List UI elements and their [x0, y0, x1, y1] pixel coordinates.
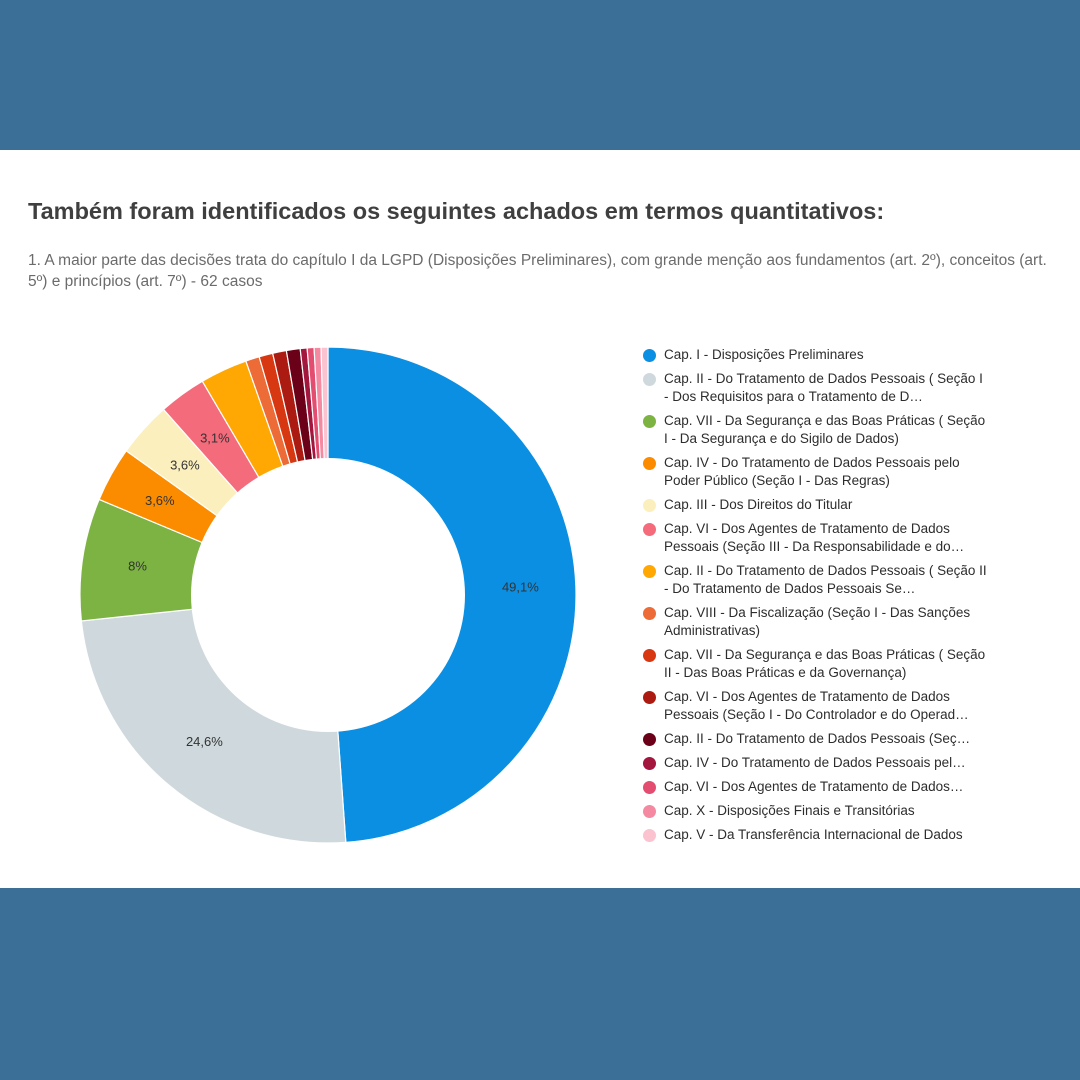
legend-label: Cap. VII - Da Segurança e das Boas Práticas ( Seção II - Das Boas Práticas e da Governança): [664, 647, 986, 680]
chart-legend: [643, 346, 988, 850]
legend-item[interactable]: [643, 778, 988, 796]
legend-label: Cap. IV - Do Tratamento de Dados Pessoais pel…: [664, 755, 966, 770]
legend-item[interactable]: [643, 604, 988, 640]
donut-chart: [0, 150, 600, 888]
legend-swatch: [643, 415, 656, 428]
legend-swatch: [643, 523, 656, 536]
legend-label: Cap. I - Disposições Preliminares: [664, 347, 864, 362]
legend-label: Cap. VII - Da Segurança e das Boas Práticas ( Seção I - Da Segurança e do Sigilo de Dados): [664, 413, 986, 446]
donut-hole: [191, 458, 465, 732]
legend-label: Cap. II - Do Tratamento de Dados Pessoais ( Seção II - Do Tratamento de Dados Pessoais Se…: [664, 563, 987, 596]
legend-swatch: [643, 607, 656, 620]
legend-swatch: [643, 499, 656, 512]
legend-item[interactable]: [643, 520, 988, 556]
legend-item[interactable]: [643, 454, 988, 490]
legend-item[interactable]: [643, 826, 988, 844]
legend-label: Cap. II - Do Tratamento de Dados Pessoais ( Seção I - Dos Requisitos para o Tratamento de D…: [664, 371, 983, 404]
legend-label: Cap. IV - Do Tratamento de Dados Pessoais pelo Poder Público (Seção I - Das Regras): [664, 455, 960, 488]
legend-item[interactable]: [643, 688, 988, 724]
legend-label: Cap. V - Da Transferência Internacional de Dados: [664, 827, 963, 842]
legend-label: Cap. VI - Dos Agentes de Tratamento de Dados Pessoais (Seção III - Da Responsabilidade e do…: [664, 521, 965, 554]
legend-swatch: [643, 565, 656, 578]
legend-swatch: [643, 649, 656, 662]
legend-item[interactable]: [643, 370, 988, 406]
legend-label: Cap. X - Disposições Finais e Transitórias: [664, 803, 915, 818]
legend-item[interactable]: [643, 412, 988, 448]
top-band: [0, 0, 1080, 150]
legend-swatch: [643, 805, 656, 818]
legend-swatch: [643, 457, 656, 470]
legend-label: Cap. VIII - Da Fiscalização (Seção I - Das Sanções Administrativas): [664, 605, 971, 638]
slice-value-label: 8%: [128, 558, 147, 574]
legend-swatch: [643, 829, 656, 842]
legend-label: Cap. II - Do Tratamento de Dados Pessoais (Seç…: [664, 731, 971, 746]
legend-swatch: [643, 349, 656, 362]
legend-item[interactable]: [643, 646, 988, 682]
legend-item[interactable]: [643, 346, 988, 364]
legend-swatch: [643, 733, 656, 746]
legend-label: Cap. VI - Dos Agentes de Tratamento de Dados Pessoais (Seção I - Do Controlador e do Operad…: [664, 689, 969, 722]
content-panel: [0, 150, 1080, 888]
page-title: Também foram identificados os seguintes achados em termos quantitativos:: [28, 198, 885, 224]
legend-label: Cap. VI - Dos Agentes de Tratamento de Dados…: [664, 779, 964, 794]
legend-item[interactable]: [643, 730, 988, 748]
bottom-band: [0, 888, 1080, 1080]
legend-swatch: [643, 757, 656, 770]
legend-label: Cap. III - Dos Direitos do Titular: [664, 497, 853, 512]
legend-swatch: [643, 691, 656, 704]
legend-item[interactable]: [643, 802, 988, 820]
slice-value-label: 24,6%: [185, 734, 223, 750]
legend-swatch: [643, 373, 656, 386]
slice-value-label: 3,6%: [144, 492, 175, 508]
slice-value-label: 3,1%: [200, 430, 230, 446]
slice-value-label: 49,1%: [501, 579, 539, 595]
legend-item[interactable]: [643, 754, 988, 772]
legend-item[interactable]: [643, 496, 988, 514]
legend-swatch: [643, 781, 656, 794]
legend-item[interactable]: [643, 562, 988, 598]
page-subtitle: 1. A maior parte das decisões trata do capítulo I da LGPD (Disposições Preliminares), com grande menção aos fundamentos (art. 2º), conceitos (art. 5º) e princípios (art. 7º) - 62 casos: [28, 252, 1047, 290]
slice-value-label: 3,6%: [170, 457, 200, 473]
